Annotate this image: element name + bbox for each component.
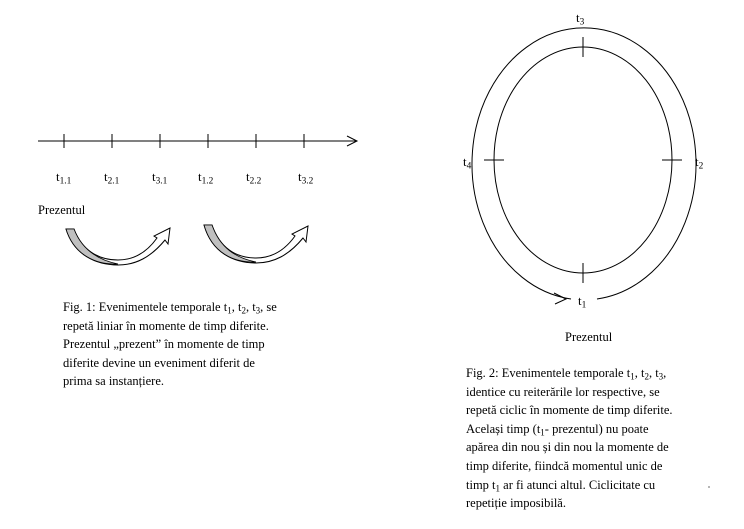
fig1-caption-line: diferite devine un eveniment diferit de	[63, 355, 255, 370]
outer-arrowhead	[554, 293, 566, 304]
fig2-caption	[466, 364, 673, 513]
fig2-caption-line: repetă ciclic în momente de timp diferite.	[466, 403, 673, 418]
fig2-caption-line: repetiție imposibilă.	[466, 496, 566, 511]
cycle-label-t4: $t_4$	[463, 154, 472, 172]
fig2-caption-line: timp $t_1$ ar fi atunci altul. Ciclicitate cu	[466, 477, 656, 493]
tick-label-t1-1: $t_{1.1}$	[56, 169, 72, 187]
fig1-caption	[63, 298, 277, 391]
stray-dot	[708, 486, 709, 487]
fig1-prezentul-label: Prezentul	[38, 203, 86, 217]
fig2-caption-line: Fig. 2: Evenimentele temporale $t_1$, $t_2$, $t_3$,	[466, 366, 667, 382]
tick-label-t1-2: $t_{1.2}$	[198, 169, 214, 187]
tick-label-t3-1: $t_{3.1}$	[152, 169, 168, 187]
fig2-prezentul-label: Prezentul	[565, 330, 613, 344]
outer-ellipse-arc	[472, 28, 696, 299]
fig2-caption-line: Același timp ($t_1-$ prezentul) nu poate	[466, 421, 649, 438]
tick-label-t3-2: $t_{3.2}$	[298, 169, 314, 187]
cycle-label-t3: $t_3$	[576, 10, 585, 28]
tick-label-t2-2: $t_{2.2}$	[246, 169, 262, 187]
fig2-caption-line: identice cu reiterările lor respective, se	[466, 384, 660, 399]
fig2-cycle	[472, 28, 696, 304]
fig1-curved-arrow-2	[204, 225, 308, 263]
fig1-caption-line: Fig. 1: Evenimentele temporale $t_1$, $t_2$, $t_3$, se	[63, 300, 277, 316]
cycle-label-t1: $t_1$	[578, 293, 587, 311]
fig1-caption-line: repetă liniar în momente de timp diferite.	[63, 318, 269, 333]
fig1-caption-line: prima sa instanțiere.	[63, 374, 165, 389]
fig1-timeline	[38, 134, 357, 148]
fig2-caption-line: apărea din nou și din nou la momente de	[466, 440, 669, 455]
fig1-caption-line: Prezentul „prezent” în momente de timp	[63, 337, 265, 352]
inner-ellipse	[494, 47, 672, 273]
cycle-label-t2: $t_2$	[695, 154, 704, 172]
fig1-curved-arrow-1	[66, 228, 170, 265]
fig2-caption-line: timp diferite, fiindcă momentul unic de	[466, 458, 663, 473]
tick-label-t2-1: $t_{2.1}$	[104, 169, 120, 187]
